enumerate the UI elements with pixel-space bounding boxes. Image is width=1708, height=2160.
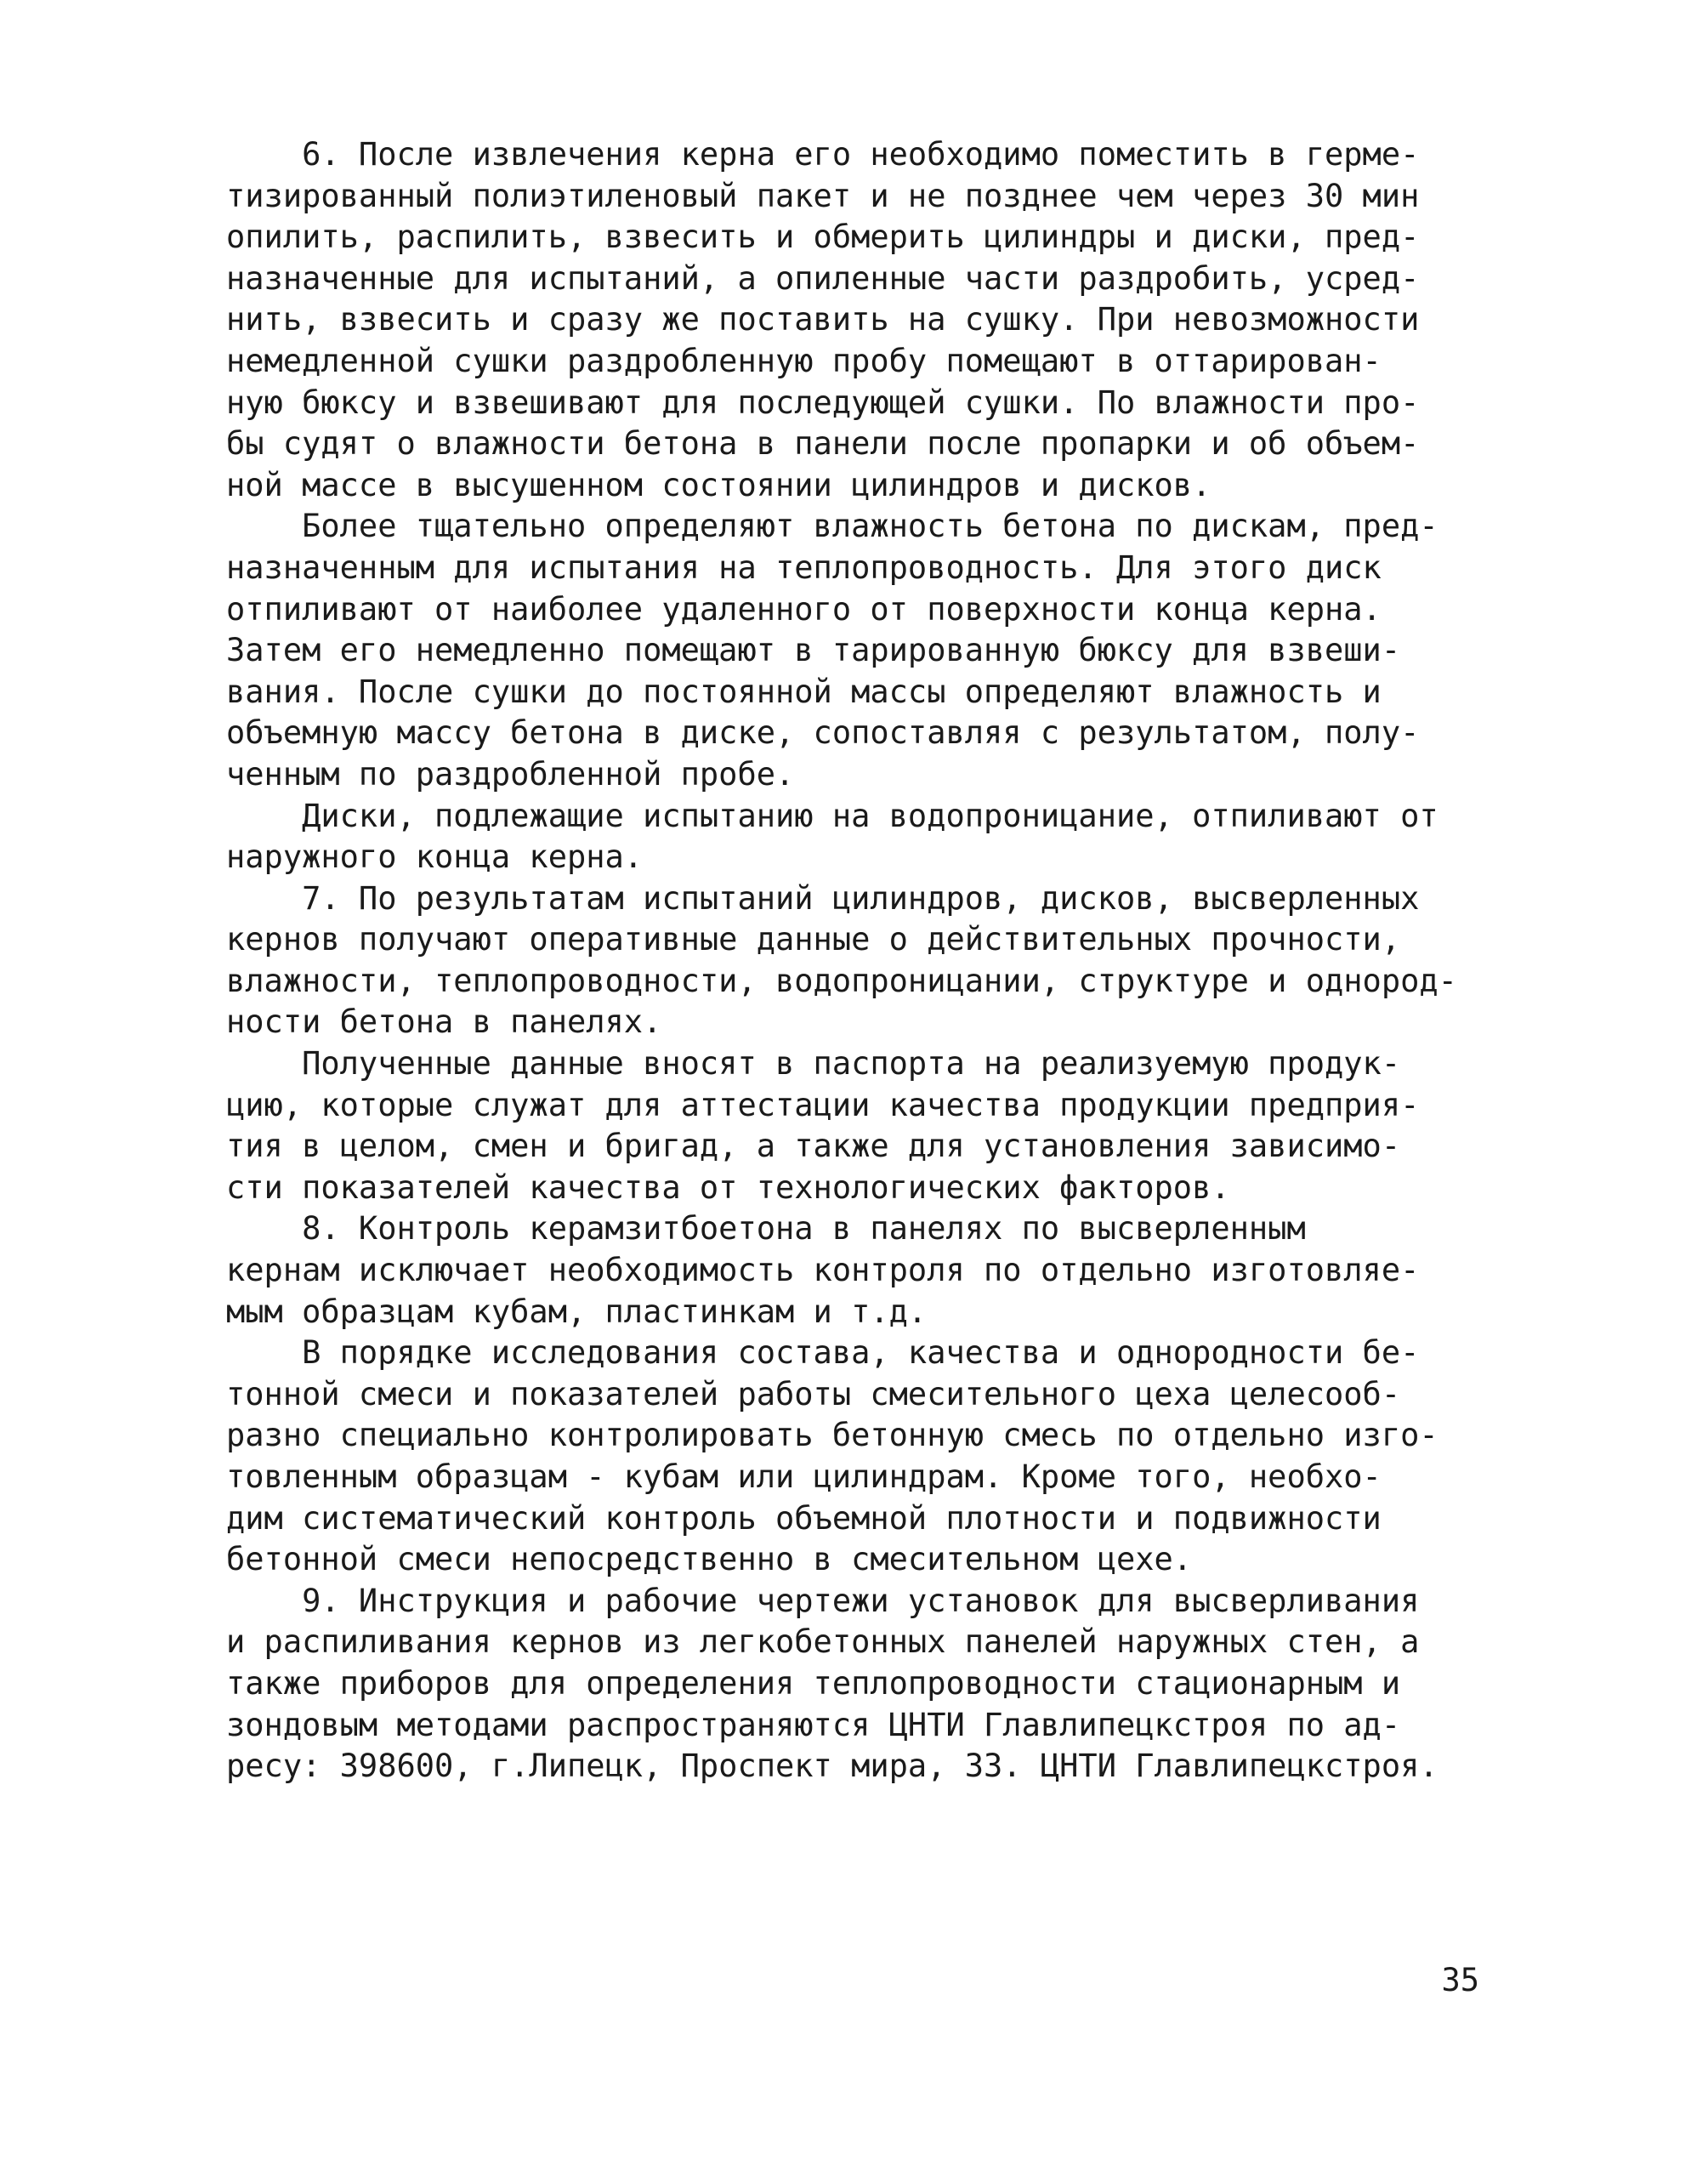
text-line: бетонной смеси непосредственно в смесительном цехе. bbox=[226, 1541, 1193, 1578]
text-line: и распиливания кернов из легкобетонных панелей наружных стен, а bbox=[226, 1623, 1420, 1661]
text-line: тия в целом, смен и бригад, а также для установления зависимо- bbox=[226, 1128, 1401, 1165]
text-line: мым образцам кубам, пластинкам и т.д. bbox=[226, 1293, 928, 1330]
text-line: 7. По результатам испытаний цилиндров, дисков, высверленных bbox=[226, 879, 1420, 917]
text-line: зондовым методами распространяются ЦНТИ Главлипецкстроя по ад- bbox=[226, 1706, 1401, 1743]
text-line: сти показателей качества от технологических факторов. bbox=[226, 1168, 1230, 1206]
text-line: назначенным для испытания на теплопроводность. Для этого диск bbox=[226, 549, 1382, 586]
text-line: ности бетона в панелях. bbox=[226, 1003, 662, 1041]
text-line: отпиливают от наиболее удаленного от поверхности конца керна. bbox=[226, 590, 1382, 628]
text-line: тизированный полиэтиленовый пакет и не позднее чем через 30 мин bbox=[226, 177, 1420, 214]
text-line: кернов получают оперативные данные о действительных прочности, bbox=[226, 921, 1401, 958]
text-line: немедленной сушки раздробленную пробу помещают в оттарирован- bbox=[226, 342, 1382, 379]
text-line: разно специально контролировать бетонную смесь по отдельно изго- bbox=[226, 1417, 1438, 1454]
text-line: также приборов для определения теплопроводности стационарным и bbox=[226, 1664, 1401, 1702]
text-line: 8. Контроль керамзитбоетона в панелях по высверленным bbox=[226, 1210, 1306, 1248]
text-line: кернам исключает необходимость контроля по отдельно изготовляе- bbox=[226, 1252, 1420, 1289]
text-line: Затем его немедленно помещают в тарированную бюксу для взвеши- bbox=[226, 632, 1401, 669]
text-line: 9. Инструкция и рабочие чертежи установок для высверливания bbox=[226, 1582, 1420, 1619]
text-line: В порядке исследования состава, качества и однородности бе- bbox=[226, 1334, 1420, 1372]
text-line: тонной смеси и показателей работы смесительного цеха целесооб- bbox=[226, 1375, 1401, 1413]
text-line: влажности, теплопроводности, водопроницании, структуре и однород- bbox=[226, 962, 1457, 999]
body-text bbox=[226, 134, 1478, 1788]
text-line: вания. После сушки до постоянной массы определяют влажность и bbox=[226, 673, 1382, 710]
text-line: ресу: 398600, г.Липецк, Проспект мира, 33. ЦНТИ Главлипецкстроя. bbox=[226, 1748, 1438, 1785]
text-line: назначенные для испытаний, а опиленные части раздробить, усред- bbox=[226, 259, 1420, 297]
text-line: опилить, распилить, взвесить и обмерить цилиндры и диски, пред- bbox=[226, 219, 1420, 256]
text-line: нить, взвесить и сразу же поставить на сушку. При невозможности bbox=[226, 301, 1420, 338]
text-line: 6. После извлечения керна его необходимо поместить в герме- bbox=[226, 136, 1420, 173]
text-line: ную бюксу и взвешивают для последующей сушки. По влажности про- bbox=[226, 384, 1420, 421]
text-line: бы судят о влажности бетона в панели после пропарки и об объем- bbox=[226, 425, 1420, 463]
page-number: 35 bbox=[1441, 1962, 1479, 1998]
text-line: Полученные данные вносят в паспорта на реализуемую продук- bbox=[226, 1045, 1401, 1083]
text-line: ченным по раздробленной пробе. bbox=[226, 755, 795, 793]
text-line: дим систематический контроль объемной плотности и подвижности bbox=[226, 1499, 1382, 1537]
text-line: Диски, подлежащие испытанию на водопроницание, отпиливают от bbox=[226, 797, 1438, 834]
text-line: наружного конца керна. bbox=[226, 838, 644, 876]
text-line: цию, которые служат для аттестации качества продукции предприя- bbox=[226, 1086, 1420, 1123]
text-line: ной массе в высушенном состоянии цилиндров и дисков. bbox=[226, 466, 1211, 503]
text-line: объемную массу бетона в диске, сопоставляя с результатом, полу- bbox=[226, 714, 1420, 752]
text-line: товленным образцам - кубам или цилиндрам. Кроме того, необхо- bbox=[226, 1458, 1382, 1495]
text-line: Более тщательно определяют влажность бетона по дискам, пред- bbox=[226, 508, 1438, 545]
